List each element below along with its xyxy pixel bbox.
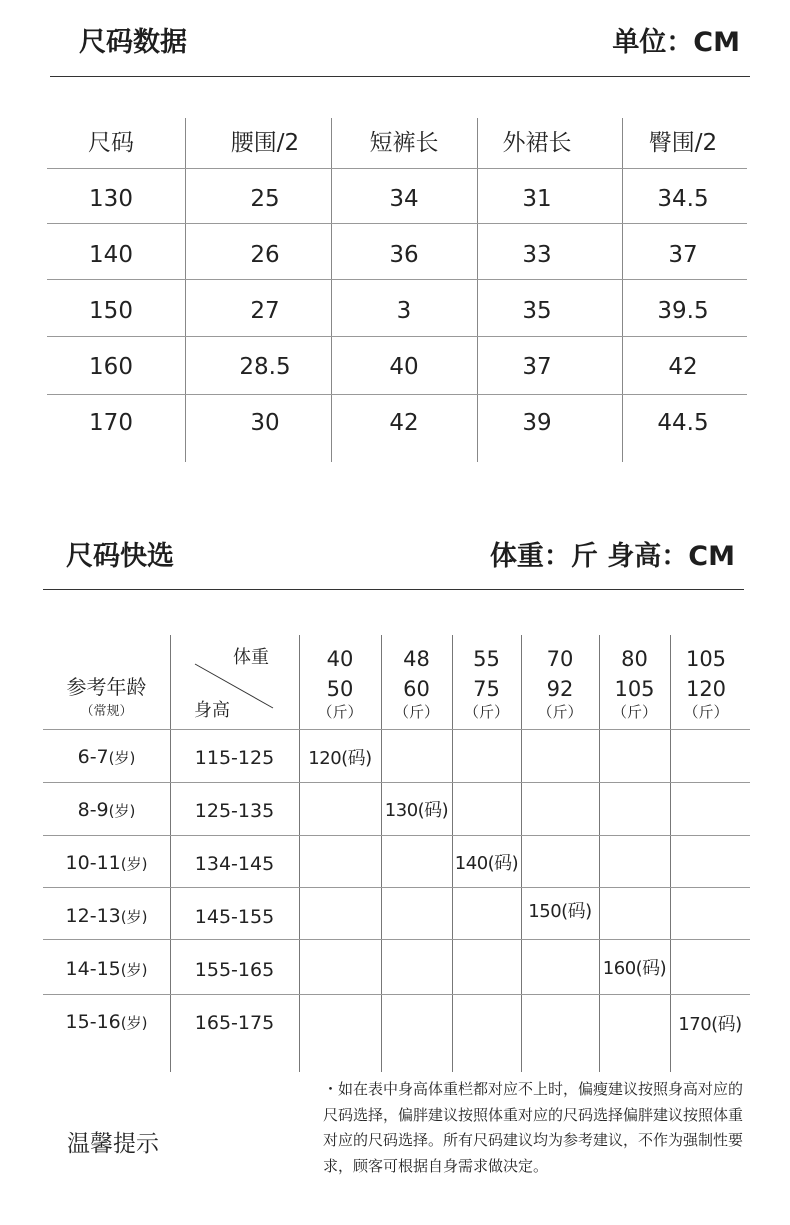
age-cell xyxy=(43,854,170,873)
column-divider xyxy=(185,118,186,462)
age-value: 8-9 xyxy=(77,799,109,821)
table-cell: 27 xyxy=(250,298,280,324)
age-cell xyxy=(43,1013,170,1032)
row-divider xyxy=(43,939,750,940)
column-header-hip: 臀围/2 xyxy=(648,130,718,156)
quick-select-unit: 体重：斤 身高：CM xyxy=(489,541,735,572)
table-cell: 150 xyxy=(89,298,133,324)
weight-unit: （斤） xyxy=(393,703,439,721)
table-cell: 160 xyxy=(89,354,133,380)
row-divider xyxy=(43,729,750,730)
diag-weight-label: 体重 xyxy=(233,647,269,668)
weight-top: 55 xyxy=(473,647,500,671)
weight-bottom: 92 xyxy=(546,677,574,701)
weight-top: 105 xyxy=(685,647,727,671)
height-cell: 134-145 xyxy=(194,853,275,875)
weight-top: 40 xyxy=(326,647,354,671)
tips-title: 温馨提示 xyxy=(67,1131,159,1157)
table-cell: 44.5 xyxy=(657,410,709,436)
size-data-unit: 单位：CM xyxy=(612,27,740,58)
column-divider xyxy=(477,118,478,462)
column-divider xyxy=(381,635,382,1072)
height-cell: 125-135 xyxy=(194,800,275,822)
weight-unit: （斤） xyxy=(611,703,657,721)
age-header: 参考年龄 xyxy=(66,675,147,699)
age-unit: (岁) xyxy=(108,802,136,820)
age-unit: (岁) xyxy=(120,908,148,926)
column-header-waist: 腰围/2 xyxy=(230,130,300,156)
table-cell: 28.5 xyxy=(239,354,291,380)
table-cell: 130 xyxy=(89,186,133,212)
row-divider xyxy=(47,223,747,224)
age-value: 14-15 xyxy=(65,958,121,980)
table-cell: 37 xyxy=(522,354,552,380)
size-recommendation: 160(码) xyxy=(602,958,667,979)
table-cell: 40 xyxy=(389,354,419,380)
size-recommendation: 130(码) xyxy=(384,800,449,821)
age-unit: (岁) xyxy=(120,855,148,873)
column-divider xyxy=(299,635,300,1072)
table-cell: 26 xyxy=(250,242,280,268)
size-recommendation: 140(码) xyxy=(454,853,519,874)
weight-unit: （斤） xyxy=(683,703,729,721)
table-cell: 31 xyxy=(522,186,552,212)
table-cell: 42 xyxy=(389,410,419,436)
quick-select-divider xyxy=(43,589,744,590)
weight-bottom: 75 xyxy=(473,677,500,701)
row-divider xyxy=(43,835,750,836)
size-data-divider xyxy=(50,76,750,77)
table-cell: 140 xyxy=(89,242,133,268)
table-cell: 25 xyxy=(250,186,280,212)
column-header-size: 尺码 xyxy=(88,130,134,156)
size-recommendation: 170(码) xyxy=(678,1014,742,1035)
age-unit: (岁) xyxy=(120,961,148,979)
row-divider xyxy=(47,336,747,337)
age-value: 15-16 xyxy=(65,1011,121,1033)
column-divider xyxy=(521,635,522,1072)
row-divider xyxy=(47,279,747,280)
tips-text: ・如在表中身高体重栏都对应不上时，偏瘦建议按照身高对应的尺码选择，偏胖建议按照体重对应的尺码选择偏胖建议按照体重对应的尺码选择。所有尺码建议均为参考建议，不作为强制性要求，顾客可根据自身需求做决定。 xyxy=(323,1080,744,1175)
table-cell: 34 xyxy=(389,186,419,212)
weight-unit: （斤） xyxy=(463,703,509,721)
column-header-shorts-length: 短裤长 xyxy=(369,130,439,156)
column-divider xyxy=(331,118,332,462)
age-value: 6-7 xyxy=(77,746,109,768)
row-divider xyxy=(43,994,750,995)
table-cell: 42 xyxy=(668,354,698,380)
diag-height-label: 身高 xyxy=(194,700,230,721)
table-cell: 36 xyxy=(389,242,419,268)
age-unit: (岁) xyxy=(120,1014,148,1032)
weight-top: 80 xyxy=(621,647,648,671)
age-value: 10-11 xyxy=(65,852,121,874)
row-divider xyxy=(43,782,750,783)
table-cell: 39 xyxy=(522,410,552,436)
table-cell: 34.5 xyxy=(657,186,709,212)
weight-top: 70 xyxy=(546,647,574,671)
size-data-title: 尺码数据 xyxy=(79,27,187,58)
table-cell: 39.5 xyxy=(657,298,709,324)
weight-top: 48 xyxy=(403,647,430,671)
size-data-table xyxy=(47,118,747,462)
weight-bottom: 105 xyxy=(614,677,655,701)
row-divider xyxy=(47,394,747,395)
age-value: 12-13 xyxy=(65,905,121,927)
weight-unit: （斤） xyxy=(537,703,583,721)
row-divider xyxy=(43,887,750,888)
table-cell: 33 xyxy=(522,242,552,268)
height-cell: 145-155 xyxy=(194,906,275,928)
weight-bottom: 60 xyxy=(403,677,430,701)
weight-bottom: 50 xyxy=(326,677,354,701)
column-divider xyxy=(622,118,623,462)
age-header-sub: （常规） xyxy=(80,704,133,719)
quick-select-title: 尺码快选 xyxy=(66,541,174,572)
quick-select-table xyxy=(43,635,750,1072)
size-recommendation: 150(码) xyxy=(528,901,592,922)
column-divider xyxy=(599,635,600,1072)
table-cell: 35 xyxy=(522,298,552,324)
age-unit: (岁) xyxy=(108,749,136,767)
weight-unit: （斤） xyxy=(317,703,363,721)
age-cell xyxy=(43,960,170,979)
age-cell xyxy=(43,748,170,767)
table-cell: 170 xyxy=(89,410,133,436)
height-cell: 155-165 xyxy=(194,959,275,981)
age-cell xyxy=(43,801,170,820)
age-cell xyxy=(43,907,170,926)
weight-bottom: 120 xyxy=(685,677,727,701)
column-header-skirt-length: 外裙长 xyxy=(502,130,572,156)
table-cell: 3 xyxy=(396,298,412,324)
height-cell: 165-175 xyxy=(194,1012,275,1034)
size-recommendation: 120(码) xyxy=(308,748,372,769)
table-cell: 37 xyxy=(668,242,698,268)
table-cell: 30 xyxy=(250,410,280,436)
height-cell: 115-125 xyxy=(194,747,275,769)
column-divider xyxy=(670,635,671,1072)
column-divider xyxy=(170,635,171,1072)
row-divider xyxy=(47,168,747,169)
column-divider xyxy=(452,635,453,1072)
